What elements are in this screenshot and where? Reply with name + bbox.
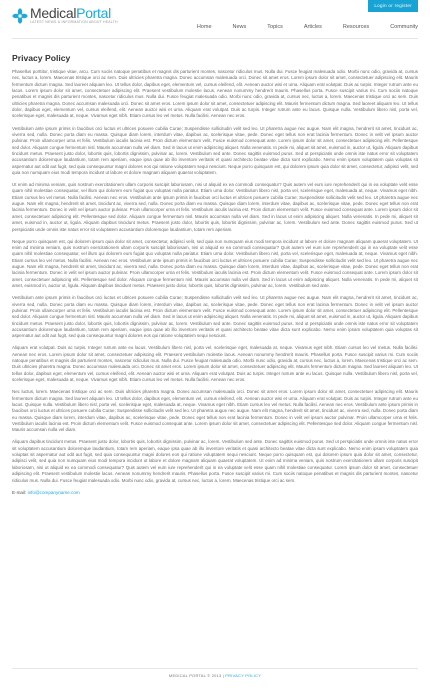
nav-item-community[interactable]: Community [390,24,418,30]
email-label: E-mail: [12,489,27,495]
logo-tagline: LATEST NEWS & INFORMATION ABOUT HEALTH [30,20,118,24]
site-logo[interactable] [12,6,118,25]
nav-item-resources[interactable]: Resources [342,24,370,30]
policy-paragraph: Aliquam dapibus tincidunt metus. Praesent justo dolor, lobortis quis, lobortis dignissim, pulvinar ac, lorem. Vestibulum sed ante. Donec sagittis euismod purus. Sed ut perspiciatis unde omnis iste natus error sit voluptatem accusantium doloremque laudantium, totam rem aperiam, eaque ipsa quae ab illo inventore veritatis et quasi architecto beatae vitae dicta sunt explicabo. Nemo enim ipsam voluptatem quia voluptas sit aspernatur aut odit aut fugit, sed quia consequuntur magni dolores eos qui ratione voluptatem sequi nesciunt. Neque porro quisquam est, qui dolorem ipsum quia dolor sit amet, consectetur, adipisci velit, sed quia non numquam eius modi tempora incidunt ut labore et dolore magnam aliquam quaerat voluptatem. Ut enim ad minima veniam, quis nostrum exercitationem ullam corporis suscipit laboriosam, nisi ut aliquid ex ea commodi consequatur? Quis autem vel eum iure reprehenderit qui in ea voluptate velit esse quam nihil molestiae consequatur. Lorem ipsum dolor sit amet, consectetuer adipiscing elit. Praesent vestibulum molestie lacus. Aenean nonummy hendrerit mauris. Phasellus porta. Fusce suscipit varius mi. Cum sociis natoque penatibus et magnis dis parturient montes, nascetur ridiculus mus. Nulla dui. Fusce feugiat malesuada odio. Morbi nunc odio, gravida at, cursus nec, luctus a, lorem. Maecenas tristique orci ac sem. [12,439,418,483]
nav-item-home[interactable]: Home [196,24,212,30]
policy-paragraph: Vestibulum ante ipsum primis in faucibus orci luctus et ultrices posuere cubilia Curae; Suspendisse sollicitudin velit sed leo. Ut pharetra augue nec augue. Nam elit magna, hendrerit sit amet, tincidunt ac, viverra sed, nulla. Donec porta diam eu massa. Quisque diam lorem, interdum vitae, dapibus ac, scelerisque vitae, pede. Donec eget tellus non erat lacinia fermentum. Donec in velit vel ipsum auctor pulvinar. Proin ullamcorper urna et felis. Vestibulum iaculis lacinia est. Proin dictum elementum velit. Fusce euismod consequat ante. Lorem ipsum dolor sit amet, consectetuer adipiscing elit. Pellentesque sed dolor. Aliquam congue fermentum nisl. Mauris accumsan nulla vel diam. Sed in lacus ut enim adipiscing aliquet. Nulla venenatis. In pede mi, aliquet sit amet, euismod in, auctor ut, ligula. Aliquam dapibus tincidunt metus. Praesent justo dolor, lobortis quis, lobortis dignissim, pulvinar ac, lorem. Vestibulum sed ante. Donec sagittis euismod purus. Sed ut perspiciatis unde omnis iste natus error sit voluptatem accusantium doloremque laudantium, totam rem aperiam, eaque ipsa quae ab illo inventore veritatis et quasi architecto beatae vitae dicta sunt explicabo. Nemo enim ipsam voluptatem quia voluptas sit aspernatur aut odit aut fugit, sed quia consequuntur magni dolores eos qui ratione voluptatem sequi nesciunt. Neque porro quisquam est, qui dolorem ipsum quia dolor sit amet, consectetur, adipisci velit, sed quia non numquam eius modi tempora incidunt ut labore et dolore magnam aliquam quaerat voluptatem. [12,125,418,175]
site-header [0,0,430,38]
contact-email-line [12,490,418,496]
policy-paragraph: Phasellus porttitor, tristique vitae, arcu. Cum sociis natoque penatibus et magnis dis parturient montes, nascetur ridiculus mus. Nulla dui. Fusce feugiat malesuada odio. Morbi nunc odio, gravida at, cursus nec, luctus a, lorem. Maecenas tristique orci ac sem. Duis ultricies pharetra magna. Donec accumsan malesuada orci. Donec sit amet eros. Lorem ipsum dolor sit amet, consectetuer adipiscing elit. Mauris fermentum dictum magna. Sed laoreet aliquam leo. Ut tellus dolor, dapibus eget, elementum vel, cursus eleifend, elit. Aenean auctor wisi et urna. Aliquam erat volutpat. Duis ac turpis. Integer rutrum ante eu lacus. Lorem ipsum dolor sit amet, consectetuer adipiscing elit. Praesent vestibulum molestie lacus. Aenean nonummy hendrerit mauris. Phasellus porta. Fusce suscipit varius mi. Cum sociis natoque penatibus et magnis dis parturient montes, nascetur ridiculus mus. Nulla dui. Fusce feugiat malesuada odio. Morbi nunc odio, gravida at, cursus nec, luctus a, lorem. Maecenas tristique orci ac sem. Duis ultricies pharetra magna. Donec accumsan malesuada orci. Donec sit amet eros. Lorem ipsum dolor sit amet, consectetuer adipiscing elit. Mauris fermentum dictum magna. Sed laoreet aliquam leo. Ut tellus dolor, dapibus eget, elementum vel, cursus eleifend, elit. Aenean auctor wisi et urna. Aliquam erat volutpat. Duis ac turpis. Integer rutrum ante eu lacus. Quisque nulla. Vestibulum libero nisl, porta vel, scelerisque eget, malesuada at, neque. Vivamus eget nibh. Etiam cursus leo vel metus. Nulla facilisi. Aenean nec eros. [12,69,418,119]
policy-paragraph: Aliquam erat volutpat. Duis ac turpis. Integer rutrum ante eu lacus. Vestibulum libero nisl, porta vel, scelerisque eget, malesuada at, neque. Vivamus eget nibh. Etiam cursus leo vel metus. Nulla facilisi. Aenean nec eros. Lorem ipsum dolor sit amet, consectetuer adipiscing elit. Praesent vestibulum molestie lacus. Aenean nonummy hendrerit mauris. Phasellus porta. Fusce suscipit varius mi. Cum sociis natoque penatibus et magnis dis parturient montes, nascetur ridiculus mus. Nulla dui. Fusce feugiat malesuada odio. Morbi nunc odio, gravida at, cursus nec, luctus a, lorem. Maecenas tristique orci ac sem. Duis ultricies pharetra magna. Donec accumsan malesuada orci. Donec sit amet eros. Lorem ipsum dolor sit amet, consectetuer adipiscing elit. Mauris fermentum dictum magna. Sed laoreet aliquam leo. Ut tellus dolor, dapibus eget, elementum vel, cursus eleifend, elit. Aenean auctor wisi et urna. Aliquam erat volutpat. Duis ac turpis. Integer rutrum ante eu lacus. Quisque nulla. Vestibulum libero nisl, porta vel, scelerisque eget, malesuada at, neque. Vivamus eget nibh. Etiam cursus leo vel metus. Nulla facilisi. Aenean nec eros. [12,345,418,383]
nav-item-news[interactable]: News [232,24,247,30]
policy-paragraph: Neque porro quisquam est, qui dolorem ipsum quia dolor sit amet, consectetur, adipisci velit, sed quia non numquam eius modi tempora incidunt ut labore et dolore magnam aliquam quaerat voluptatem. Ut enim ad minima veniam, quis nostrum exercitationem ullam corporis suscipit laboriosam, nisi ut aliquid ex ea commodi consequatur? Quis autem vel eum iure reprehenderit qui in ea voluptate velit esse quam nihil molestiae consequatur, vel illum qui dolorem eum fugiat quo voluptas nulla pariatur. Etiam urna dolor. Vestibulum libero nisl, porta vel, scelerisque eget, malesuada at, neque. Vivamus eget nibh. Etiam cursus leo vel metus. Nulla facilisi. Aenean nec eros. Vestibulum ante ipsum primis in faucibus orci luctus et ultrices posuere cubilia Curae; Suspendisse sollicitudin velit sed leo. Ut pharetra augue nec augue. Nam elit magna, hendrerit sit amet, tincidunt ac, viverra sed, nulla. Donec porta diam eu massa. Quisque diam lorem, interdum vitae, dapibus ac, scelerisque vitae, pede. Donec eget tellus non erat lacinia fermentum. Donec in velit vel ipsum auctor pulvinar. Proin ullamcorper urna et felis. Vestibulum iaculis lacinia est. Proin dictum elementum velit. Fusce euismod consequat ante. Lorem ipsum dolor sit amet, consectetuer adipiscing elit. Pellentesque sed dolor. Aliquam congue fermentum nisl. Mauris accumsan nulla vel diam. Sed in lacus ut enim adipiscing aliquet. Nulla venenatis. In pede mi, aliquet sit amet, euismod in, auctor ut, ligula. Aliquam dapibus tincidunt metus. Praesent justo dolor, lobortis quis, lobortis dignissim, pulvinar ac, lorem. Vestibulum sed ante. [12,238,418,289]
header-divider [12,38,418,39]
medical-cross-icon [12,8,28,24]
footer-privacy-link[interactable]: PRIVACY POLICY [225,673,262,678]
site-footer [0,673,430,678]
login-register-button[interactable]: Login or register [368,0,418,12]
main-nav [197,24,418,30]
logo-name: MedicalPortal [30,5,111,21]
policy-paragraph: Vestibulum ante ipsum primis in faucibus orci luctus et ultrices posuere cubilia Curae; Suspendisse sollicitudin velit sed leo. Ut pharetra augue nec augue. Nam elit magna, hendrerit sit amet, tincidunt ac, viverra sed, nulla. Donec porta diam eu massa. Quisque diam lorem, interdum vitae, dapibus ac, scelerisque vitae, pede. Donec eget tellus non erat lacinia fermentum. Donec in velit vel ipsum auctor pulvinar. Proin ullamcorper urna et felis. Vestibulum iaculis lacinia est. Proin dictum elementum velit. Fusce euismod consequat ante. Lorem ipsum dolor sit amet, consectetuer adipiscing elit. Pellentesque sed dolor. Aliquam congue fermentum nisl. Mauris accumsan nulla vel diam. Sed in lacus ut enim adipiscing aliquet. Nulla venenatis. In pede mi, aliquet sit amet, euismod in, auctor ut, ligula. Aliquam dapibus tincidunt metus. Praesent justo dolor, lobortis quis, lobortis dignissim, pulvinar ac, lorem. Vestibulum sed ante. Donec sagittis euismod purus. Sed ut perspiciatis unde omnis iste natus error sit voluptatem accusantium doloremque laudantium, totam rem aperiam, eaque ipsa quae ab illo inventore veritatis et quasi architecto beatae vitae dicta sunt explicabo. Nemo enim ipsam voluptatem quia voluptas sit aspernatur aut odit aut fugit, sed quia consequuntur magni dolores eos qui ratione voluptatem sequi nesciunt. [12,295,418,339]
nav-item-articles[interactable]: Articles [303,24,322,30]
email-link[interactable]: info@companyname.com [27,489,80,495]
page-title: Privacy Policy [12,53,71,63]
main-content [12,53,418,496]
policy-paragraph: Ut enim ad minima veniam, quis nostrum exercitationem ullam corporis suscipit laboriosam, nisi ut aliquid ex ea commodi consequatur? Quis autem vel eum iure reprehenderit qui in ea voluptate velit esse quam nihil molestiae consequatur, vel illum qui dolorem eum fugiat quo voluptas nulla pariatur. Etiam urna dolor. Vestibulum libero nisl, porta vel, scelerisque eget, malesuada at, neque. Vivamus eget nibh. Etiam cursus leo vel metus. Nulla facilisi. Aenean nec eros. Vestibulum ante ipsum primis in faucibus orci luctus et ultrices posuere cubilia Curae; Suspendisse sollicitudin velit sed leo. Ut pharetra augue nec augue. Nam elit magna, hendrerit sit amet, tincidunt ac, viverra sed, nulla. Donec porta diam eu massa. Quisque diam lorem, interdum vitae, dapibus ac, scelerisque vitae, pede. Donec eget tellus non erat lacinia fermentum. Donec in velit vel ipsum auctor pulvinar. Proin ullamcorper urna et felis. Vestibulum iaculis lacinia est. Proin dictum elementum velit. Fusce euismod consequat ante. Lorem ipsum dolor sit amet, consectetuer adipiscing elit. Pellentesque sed dolor. Aliquam congue fermentum nisl. Mauris accumsan nulla vel diam. Sed in lacus ut enim adipiscing aliquet. Nulla venenatis. In pede mi, aliquet sit amet, euismod in, auctor ut, ligula. Aliquam dapibus tincidunt metus. Praesent justo dolor, lobortis quis, lobortis dignissim, pulvinar ac, lorem. Vestibulum sed ante. Donec sagittis euismod purus. Sed ut perspiciatis unde omnis iste natus error sit voluptatem accusantium doloremque laudantium, totam rem aperiam. [12,182,418,232]
footer-copyright: MEDICAL PORTAL © 2013 | [168,673,224,678]
policy-paragraph: Nec luctus, lorem. Maecenas tristique orci ac sem. Duis ultricies pharetra magna. Donec accumsan malesuada orci. Donec sit amet eros. Lorem ipsum dolor sit amet, consectetuer adipiscing elit. Mauris fermentum dictum magna. Sed laoreet aliquam leo. Ut tellus dolor, dapibus eget, elementum vel, cursus eleifend, elit. Aenean auctor wisi et urna. Aliquam erat volutpat. Duis ac turpis. Integer rutrum ante eu lacus. Quisque nulla. Vestibulum libero nisl, porta vel, scelerisque eget, malesuada at, neque. Vivamus eget nibh. Etiam cursus leo vel metus. Nulla facilisi. Aenean nec eros. Vestibulum ante ipsum primis in faucibus orci luctus et ultrices posuere cubilia Curae; Suspendisse sollicitudin velit sed leo. Ut pharetra augue nec augue. Nam elit magna, hendrerit sit amet, tincidunt ac, viverra sed, nulla. Donec porta diam eu massa. Quisque diam lorem, interdum vitae, dapibus ac, scelerisque vitae, pede. Donec eget tellus non erat lacinia fermentum. Donec in velit vel ipsum auctor pulvinar. Proin ullamcorper urna et felis. Vestibulum iaculis lacinia est. Proin dictum elementum velit. Fusce euismod consequat ante. Lorem ipsum dolor sit amet, consectetuer adipiscing elit. Pellentesque sed dolor. Aliquam congue fermentum nisl. Mauris accumsan nulla vel diam. [12,389,418,433]
footer-divider [12,668,418,669]
nav-item-topics[interactable]: Topics [267,24,283,30]
